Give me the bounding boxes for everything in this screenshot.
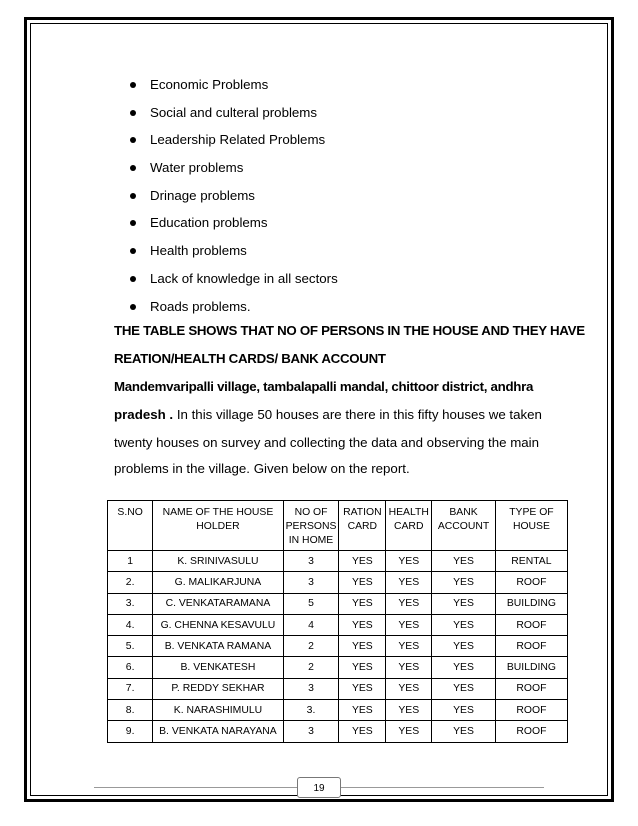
household-survey-table — [107, 500, 568, 743]
table-cell: YES — [432, 551, 496, 572]
list-item: Lack of knowledge in all sectors — [130, 269, 338, 297]
table-cell: 3 — [283, 551, 339, 572]
table-cell: YES — [386, 678, 432, 699]
table-cell: B. VENKATESH — [153, 657, 283, 678]
problem-list — [130, 75, 338, 324]
intro-line-3: twenty houses on survey and collecting the data and observing the main — [114, 435, 540, 450]
table-cell: ROOF — [495, 614, 567, 635]
table-cell: 7. — [108, 678, 153, 699]
list-item: Social and culteral problems — [130, 103, 338, 131]
table-cell: 6. — [108, 657, 153, 678]
column-header: S.NO — [108, 501, 153, 551]
table-cell: 3 — [283, 721, 339, 742]
table-cell: 3 — [283, 572, 339, 593]
table-cell: YES — [432, 657, 496, 678]
footer-rule-right — [341, 787, 544, 788]
table-cell: G. CHENNA KESAVULU — [153, 614, 283, 635]
table-heading-line-1: THE TABLE SHOWS THAT NO OF PERSONS IN THE HOUSE AND THEY HAVE — [114, 323, 585, 338]
column-header: HEALTH CARD — [386, 501, 432, 551]
table-cell: 4. — [108, 614, 153, 635]
bullet-icon — [130, 220, 136, 226]
table-cell: ROOF — [495, 678, 567, 699]
table-cell: 5 — [283, 593, 339, 614]
table-cell: YES — [339, 657, 386, 678]
table-cell: YES — [339, 551, 386, 572]
table-cell: 1 — [108, 551, 153, 572]
table-cell: YES — [432, 572, 496, 593]
column-header: TYPE OF HOUSE — [495, 501, 567, 551]
bullet-icon — [130, 276, 136, 282]
table-row — [108, 657, 568, 678]
table-row — [108, 593, 568, 614]
table-cell: YES — [432, 678, 496, 699]
table-cell: ROOF — [495, 636, 567, 657]
table-cell: ROOF — [495, 700, 567, 721]
table-cell: YES — [339, 700, 386, 721]
table-cell: 4 — [283, 614, 339, 635]
table-cell: K. SRINIVASULU — [153, 551, 283, 572]
list-item: Economic Problems — [130, 75, 338, 103]
table-cell: 8. — [108, 700, 153, 721]
table-cell: 3 — [283, 678, 339, 699]
table-cell: YES — [386, 593, 432, 614]
table-cell: YES — [386, 636, 432, 657]
table-heading-line-2: REATION/HEALTH CARDS/ BANK ACCOUNT — [114, 351, 386, 366]
column-header: NAME OF THE HOUSE HOLDER — [153, 501, 283, 551]
bullet-icon — [130, 137, 136, 143]
table-cell: YES — [386, 551, 432, 572]
table-cell: B. VENKATA NARAYANA — [153, 721, 283, 742]
table-cell: 2. — [108, 572, 153, 593]
list-item: Health problems — [130, 241, 338, 269]
table-cell: 2 — [283, 657, 339, 678]
list-item: Leadership Related Problems — [130, 130, 338, 158]
table-row — [108, 678, 568, 699]
table-row — [108, 614, 568, 635]
column-header: NO OF PERSONS IN HOME — [283, 501, 339, 551]
table-cell: YES — [432, 721, 496, 742]
table-cell: YES — [432, 636, 496, 657]
table-cell: P. REDDY SEKHAR — [153, 678, 283, 699]
table-cell: YES — [432, 614, 496, 635]
table-row — [108, 572, 568, 593]
table-cell: 9. — [108, 721, 153, 742]
table-cell: YES — [386, 700, 432, 721]
table-body — [108, 551, 568, 743]
table-cell: YES — [339, 721, 386, 742]
table-cell: ROOF — [495, 572, 567, 593]
table-cell: YES — [432, 593, 496, 614]
bullet-icon — [130, 82, 136, 88]
intro-bold-state: pradesh . — [114, 407, 174, 422]
bullet-icon — [130, 304, 136, 310]
table-cell: 2 — [283, 636, 339, 657]
intro-line-1: Mandemvaripalli village, tambalapalli mandal, chittoor district, andhra — [114, 379, 534, 394]
table-row — [108, 700, 568, 721]
bullet-icon — [130, 110, 136, 116]
table-cell: YES — [339, 636, 386, 657]
page-number: 19 — [297, 777, 341, 798]
table-cell: RENTAL — [495, 551, 567, 572]
table-cell: YES — [339, 614, 386, 635]
table-cell: YES — [339, 593, 386, 614]
table-cell: C. VENKATARAMANA — [153, 593, 283, 614]
table-cell: ROOF — [495, 721, 567, 742]
bullet-icon — [130, 193, 136, 199]
table-row — [108, 636, 568, 657]
table-cell: 3. — [283, 700, 339, 721]
table-cell: YES — [386, 657, 432, 678]
column-header: RATION CARD — [339, 501, 386, 551]
column-header: BANK ACCOUNT — [432, 501, 496, 551]
table-cell: BUILDING — [495, 657, 567, 678]
table-cell: YES — [432, 700, 496, 721]
intro-line-2-text: In this village 50 houses are there in this fifty houses we taken — [173, 407, 542, 422]
table-cell: YES — [339, 678, 386, 699]
table-cell: YES — [339, 572, 386, 593]
intro-line-2 — [114, 405, 542, 425]
table-row — [108, 721, 568, 742]
table-cell: K. NARASHIMULU — [153, 700, 283, 721]
bullet-icon — [130, 248, 136, 254]
bullet-icon — [130, 165, 136, 171]
table-header-row — [108, 501, 568, 551]
table-cell: BUILDING — [495, 593, 567, 614]
table-cell: YES — [386, 721, 432, 742]
table-cell: 3. — [108, 593, 153, 614]
table-cell: G. MALIKARJUNA — [153, 572, 283, 593]
list-item: Roads problems. — [130, 297, 338, 325]
list-item: Drinage problems — [130, 186, 338, 214]
list-item: Water problems — [130, 158, 338, 186]
table-cell: YES — [386, 572, 432, 593]
table-cell: YES — [386, 614, 432, 635]
table-cell: B. VENKATA RAMANA — [153, 636, 283, 657]
footer-rule-left — [94, 787, 297, 788]
table-cell: 5. — [108, 636, 153, 657]
list-item: Education problems — [130, 213, 338, 241]
intro-line-4: problems in the village. Given below on the report. — [114, 461, 410, 476]
table-row — [108, 551, 568, 572]
